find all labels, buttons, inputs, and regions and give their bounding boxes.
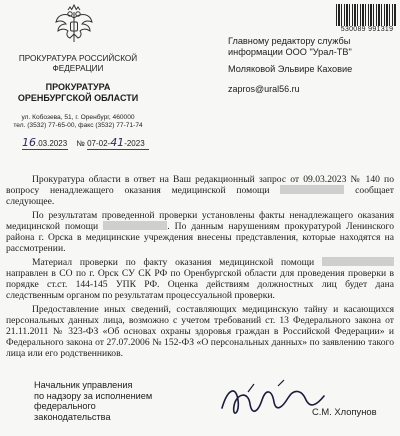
- sender-org-line1: ПРОКУРАТУРА РОССИЙСКОЙ: [18, 54, 138, 63]
- number-prefix: 07-02-: [87, 139, 111, 148]
- sender-org-line2: ФЕДЕРАЦИИ: [52, 64, 104, 73]
- handwritten-signature: [218, 378, 328, 428]
- redacted-block: [280, 185, 344, 194]
- sender-address-line2: тел. (3532) 77-65-00, факс (3532) 77-71-74: [13, 122, 143, 129]
- barcode-number: 530089 991319: [340, 26, 394, 33]
- outgoing-date-number: [22, 136, 152, 148]
- redacted-block: [322, 257, 394, 266]
- barcode: [336, 4, 396, 26]
- signatory-position: Начальник управления по надзору за исполнением федерального законодательства: [34, 380, 153, 422]
- letter-body: [6, 174, 394, 362]
- recipient-title: [228, 36, 396, 58]
- recipient-line1: Главному редактору службы: [228, 36, 351, 46]
- sender-org-main-line1: ПРОКУРАТУРА: [45, 82, 111, 92]
- recipient-line2: информации ООО "Урал-ТВ": [228, 47, 352, 57]
- recipient-email: zapros@ural56.ru: [228, 84, 300, 94]
- emblem-icon: [52, 4, 96, 48]
- date-month-year: .03.2023: [36, 139, 68, 148]
- number-handwritten: 41: [110, 136, 125, 149]
- signatory-name: С.М. Хлопунов: [312, 406, 377, 417]
- sender-address-line1: ул. Кобозева, 51, г. Оренбург, 460000: [21, 114, 135, 121]
- recipient-name: Моляковой Эльвире Каховие: [228, 64, 353, 74]
- body-paragraph-1: Прокуратура области в ответ на Ваш редакционный запрос от 09.03.2023 № 140 по вопросу ненадлежащего оказания медицинской помощи сообщает следующее.: [6, 174, 394, 207]
- number-year: -2023: [124, 139, 145, 148]
- body-paragraph-3: Материал проверки по факту оказания медицинской помощи направлен в СО по г. Орск СУ СК РФ по Оренбургской области для проведения проверки в порядке ст.ст. 144-145 УПК РФ. Оценка действиям должностных лиц будет дана следственным органом по результатам процессуальной проверки.: [6, 257, 394, 301]
- redacted-block: [103, 221, 167, 230]
- body-paragraph-4: Предоставление иных сведений, составляющих медицинскую тайну и касающихся персональных данных лица, возможно с учетом требований ст. 13 Федерального закона от 21.11.2011 № 323-ФЗ «Об основах охраны здоровья граждан в Российской Федерации» и Федерального закона от 27.07.2006 № 152-ФЗ «О персональных данных» по заявлению такого лица или его родственников.: [6, 304, 394, 359]
- sender-org-main: [8, 82, 148, 104]
- body-paragraph-2: По результатам проведенной проверки установлены факты ненадлежащего оказания медицинской помощи . По данным нарушениям прокуратурой Ленинского района г. Орска в медицинские учреждения внесены представления, которые находятся на рассмотрении.: [6, 210, 394, 254]
- number-label: №: [76, 139, 85, 148]
- sender-org-main-line2: ОРЕНБУРГСКОЙ ОБЛАСТИ: [17, 93, 139, 103]
- date-day-handwritten: 16: [22, 136, 36, 149]
- sender-address: [8, 114, 148, 130]
- sender-org-header: [8, 54, 148, 74]
